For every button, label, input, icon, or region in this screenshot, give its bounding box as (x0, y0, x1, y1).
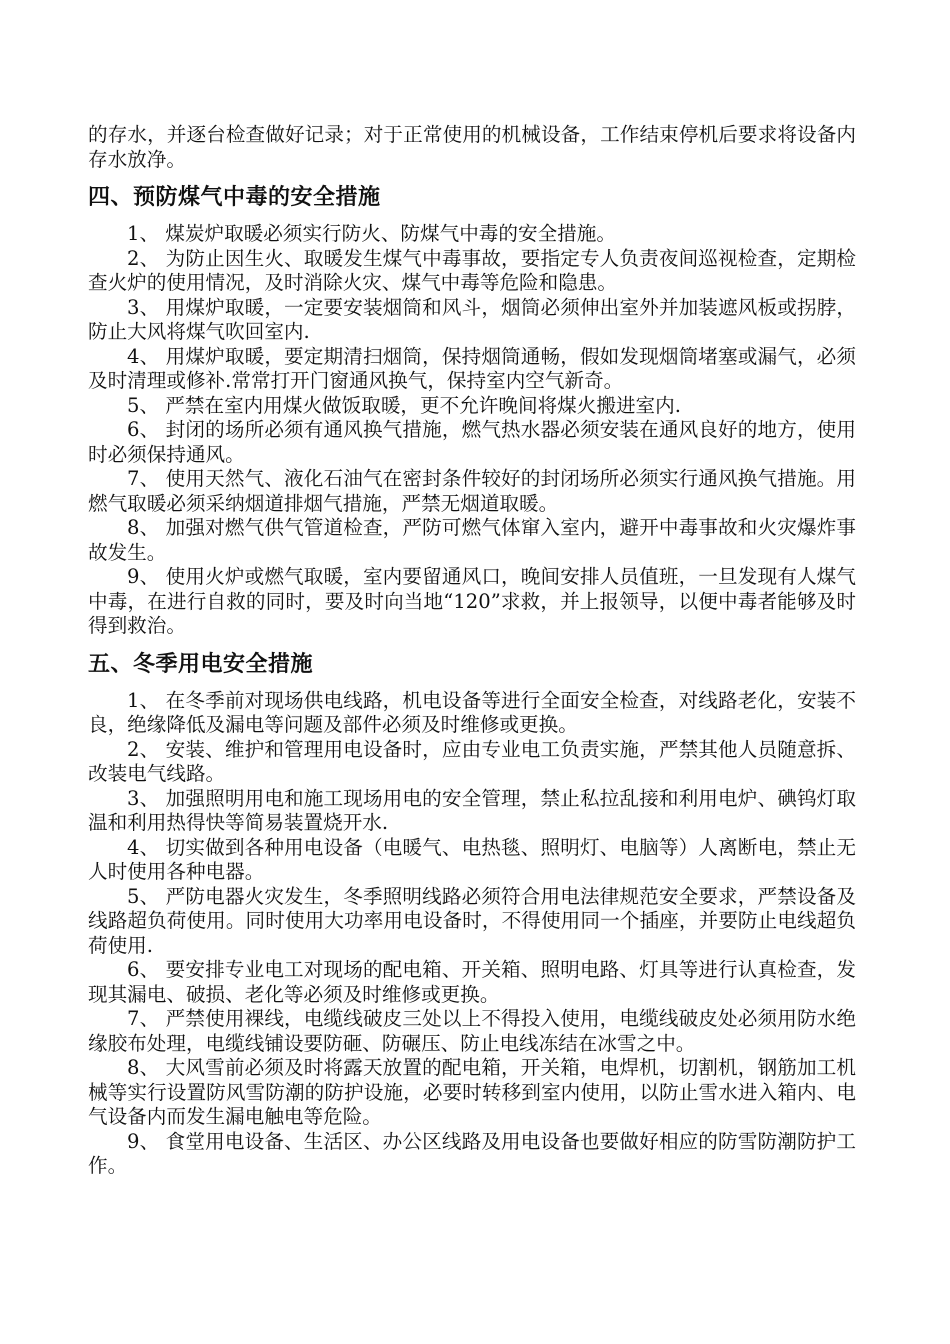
list-item: 3、 加强照明用电和施工现场用电的安全管理，禁止私拉乱接和利用电炉、碘钨灯取温和利用热得快等简易装置烧开水. (88, 786, 856, 834)
list-item: 7、 使用天然气、液化石油气在密封条件较好的封闭场所必须实行通风换气措施。用燃气取暖必须采纳烟道排烟气措施，严禁无烟道取暖。 (88, 467, 856, 515)
list-item: 5、 严防电器火灾发生，冬季照明线路必须符合用电法律规范安全要求，严禁设备及线路超负荷使用。同时使用大功率用电设备时，不得使用同一个插座，并要防止电线超负荷使用. (88, 884, 856, 957)
section-heading: 五、冬季用电安全措施 (88, 651, 314, 677)
list-item: 6、 要安排专业电工对现场的配电箱、开关箱、照明电路、灯具等进行认真检查，发现其漏电、破损、老化等必须及时维修或更换。 (88, 958, 856, 1006)
list-item: 5、 严禁在室内用煤火做饭取暖，更不允许晚间将煤火搬进室内. (127, 393, 681, 417)
list-item: 9、 使用火炉或燃气取暖，室内要留通风口，晚间安排人员值班，一旦发现有人煤气中毒，在进行自救的同时，要及时向当地“120”求救，并上报领导，以便中毒者能够及时得到救治。 (88, 565, 856, 637)
list-item: 2、 安装、维护和管理用电设备时，应由专业电工负责实施，严禁其他人员随意拆、改装电气线路。 (88, 737, 856, 785)
intro-paragraph: 的存水，并逐台检查做好记录；对于正常使用的机械设备，工作结束停机后要求将设备内存水放净。 (88, 123, 856, 171)
list-item: 4、 用煤炉取暖，要定期清扫烟筒，保持烟筒通畅，假如发现烟筒堵塞或漏气，必须及时清理或修补.常常打开门窗通风换气，保持室内空气新奇。 (88, 344, 856, 392)
list-item: 8、 加强对燃气供气管道检查，严防可燃气体窜入室内，避开中毒事故和火灾爆炸事故发生。 (88, 516, 856, 564)
section-winter-electricity (88, 689, 856, 1179)
list-item: 4、 切实做到各种用电设备（电暖气、电热毯、照明灯、电脑等）人离断电，禁止无人时使用各种电器。 (88, 835, 856, 883)
list-item: 8、 大风雪前必须及时将露天放置的配电箱，开关箱，电焊机，切割机，钢筋加工机械等实行设置防风雪防潮的防护设施，必要时转移到室内使用，以防止雪水进入箱内、电气设备内而发生漏电触电等危险。 (88, 1056, 856, 1128)
list-item: 1、 在冬季前对现场供电线路，机电设备等进行全面安全检查，对线路老化，安装不良，绝缘降低及漏电等问题及部件必须及时维修或更换。 (88, 688, 856, 736)
list-item: 3、 用煤炉取暖，一定要安装烟筒和风斗，烟筒必须伸出室外并加装遮风板或拐脖，防止大风将煤气吹回室内. (88, 295, 856, 343)
list-item: 7、 严禁使用裸线，电缆线破皮三处以上不得投入使用，电缆线破皮处必须用防水绝缘胶布处理，电缆线铺设要防砸、防碾压、防止电线冻结在冰雪之中。 (88, 1007, 856, 1055)
section-gas-poisoning (88, 222, 856, 639)
list-item: 1、 煤炭炉取暖必须实行防火、防煤气中毒的安全措施。 (127, 222, 616, 245)
list-item: 9、 食堂用电设备、生活区、办公区线路及用电设备也要做好相应的防雪防潮防护工作。 (88, 1129, 856, 1177)
list-item: 2、 为防止因生火、取暖发生煤气中毒事故，要指定专人负责夜间巡视检查，定期检查火炉的使用情况，及时消除火灾、煤气中毒等危险和隐患。 (88, 246, 856, 294)
list-item: 6、 封闭的场所必须有通风换气措施，燃气热水器必须安装在通风良好的地方，使用时必须保持通风。 (88, 418, 856, 466)
section-heading: 四、预防煤气中毒的安全措施 (88, 185, 381, 210)
document-page (88, 123, 856, 1179)
